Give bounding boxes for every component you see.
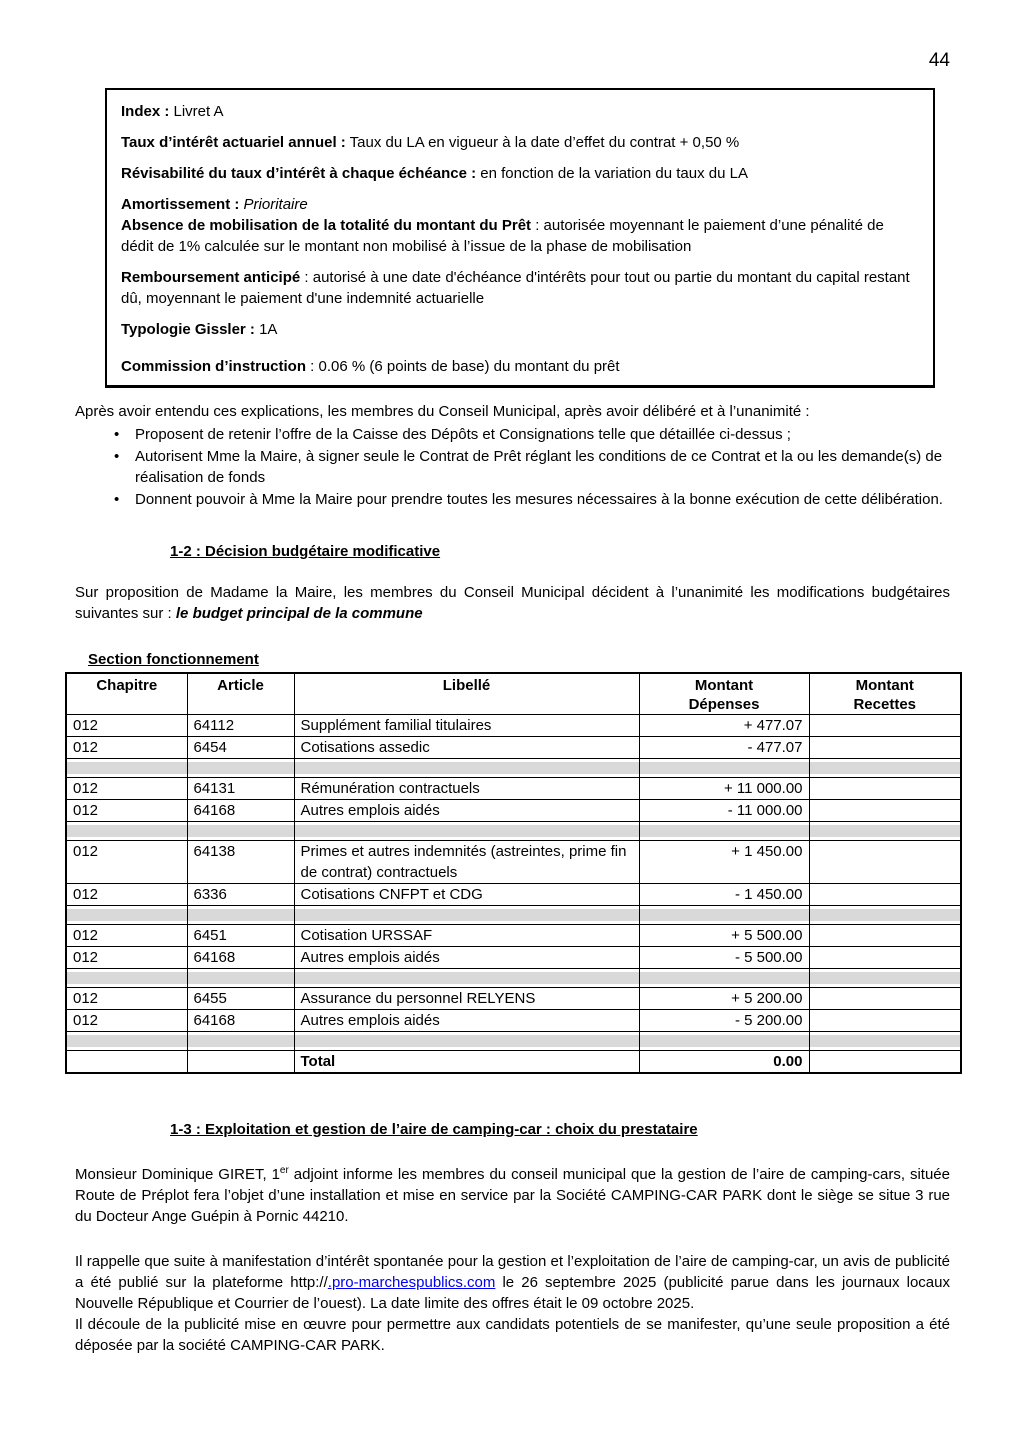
cell-chapitre: 012 xyxy=(66,737,187,759)
header-line: Montant xyxy=(855,677,914,694)
cell-depenses: - 11 000.00 xyxy=(639,800,809,822)
spacer-cell xyxy=(187,969,294,988)
loan-term-value: : 0.06 % (6 points de base) du montant du prêt xyxy=(306,358,620,375)
bullet-item: • Proposent de retenir l’offre de la Caisse des Dépôts et Consignations telle que détaillée ci-dessus ; xyxy=(110,424,950,445)
table-row xyxy=(66,1010,961,1032)
header-montant-depenses xyxy=(639,673,809,715)
paragraph-text: le 26 septembre 2025 (publicité parue dans les journaux locaux Nouvelle République et Courrier de l’ouest). La date limite des offres était le 09 octobre 2025. xyxy=(75,1274,950,1312)
cell-recettes xyxy=(809,988,961,1010)
loan-term-label: Taux d’intérêt actuariel annuel : xyxy=(121,134,346,151)
table-spacer-row xyxy=(66,1032,961,1051)
cell-article: 6336 xyxy=(187,884,294,906)
table-spacer-row xyxy=(66,906,961,925)
cell-recettes xyxy=(809,841,961,884)
cell-libelle: Autres emplois aidés xyxy=(294,947,639,969)
cell-article: 64131 xyxy=(187,778,294,800)
section-1-3-paragraph-3: Il découle de la publicité mise en œuvre pour permettre aux candidats potentiels de se manifester, qu’une seule proposition a été déposée par la société CAMPING-CAR PARK. xyxy=(75,1316,950,1354)
loan-term-label: Remboursement anticipé xyxy=(121,269,301,286)
loan-term-value: Livret A xyxy=(169,103,224,120)
table-row xyxy=(66,988,961,1010)
cell-chapitre: 012 xyxy=(66,778,187,800)
spacer-cell xyxy=(809,906,961,925)
spacer-cell xyxy=(294,822,639,841)
cell-article: 64168 xyxy=(187,947,294,969)
cell-recettes xyxy=(809,778,961,800)
header-libelle: Libellé xyxy=(294,673,639,715)
cell-recettes xyxy=(809,715,961,737)
spacer-cell xyxy=(294,969,639,988)
page-number: 44 xyxy=(928,50,950,71)
spacer-cell xyxy=(66,759,187,778)
cell-article: 64168 xyxy=(187,800,294,822)
spacer-cell xyxy=(639,969,809,988)
ordinal-superscript: er xyxy=(279,1165,289,1176)
cell-libelle: Supplément familial titulaires xyxy=(294,715,639,737)
loan-terms-box xyxy=(105,88,935,388)
table-header-row xyxy=(66,673,961,715)
spacer-cell xyxy=(639,759,809,778)
marches-publics-link[interactable]: .pro-marchespublics.com xyxy=(327,1274,496,1291)
table-row xyxy=(66,737,961,759)
cell-libelle: Cotisation URSSAF xyxy=(294,925,639,947)
cell-libelle: Autres emplois aidés xyxy=(294,1010,639,1032)
cell-chapitre: 012 xyxy=(66,1010,187,1032)
spacer-cell xyxy=(66,1032,187,1051)
table-row xyxy=(66,800,961,822)
deliberation-bullet-list xyxy=(110,424,950,510)
cell-depenses: + 5 200.00 xyxy=(639,988,809,1010)
cell-recettes xyxy=(809,1010,961,1032)
cell-chapitre xyxy=(66,1051,187,1074)
section-1-2-paragraph xyxy=(75,582,950,624)
loan-term-row-index xyxy=(121,101,919,122)
cell-recettes xyxy=(809,925,961,947)
header-article: Article xyxy=(187,673,294,715)
header-line: Dépenses xyxy=(688,696,760,713)
cell-libelle: Rémunération contractuels xyxy=(294,778,639,800)
spacer-cell xyxy=(294,1032,639,1051)
bullet-item: • Autorisent Mme la Maire, à signer seule le Contrat de Prêt réglant les conditions de ce Contrat et la ou les demande(s) de réalisation de fonds xyxy=(110,446,950,488)
cell-depenses: - 5 200.00 xyxy=(639,1010,809,1032)
spacer-cell xyxy=(187,906,294,925)
header-line: Montant xyxy=(694,677,754,694)
spacer-cell xyxy=(639,822,809,841)
spacer-cell xyxy=(66,906,187,925)
cell-recettes xyxy=(809,1051,961,1074)
cell-libelle: Assurance du personnel RELYENS xyxy=(294,988,639,1010)
table-row xyxy=(66,778,961,800)
cell-libelle: Cotisations assedic xyxy=(294,737,639,759)
table-spacer-row xyxy=(66,822,961,841)
cell-recettes xyxy=(809,947,961,969)
spacer-cell xyxy=(187,822,294,841)
cell-total-depenses: 0.00 xyxy=(639,1051,809,1074)
table-row xyxy=(66,884,961,906)
cell-article: 64138 xyxy=(187,841,294,884)
loan-term-row-typologie xyxy=(121,319,919,340)
paragraph-emphasis: le budget principal de la commune xyxy=(175,605,423,622)
loan-term-value: Taux du LA en vigueur à la date d’effet du contrat + 0,50 % xyxy=(345,134,740,151)
table-total-row xyxy=(66,1051,961,1074)
paragraph-text: Sur proposition de Madame la Maire, les membres du Conseil Municipal décident à l’unanimité les modifications budgétaires suivantes sur : xyxy=(75,584,950,622)
cell-chapitre: 012 xyxy=(66,715,187,737)
spacer-cell xyxy=(809,969,961,988)
cell-chapitre: 012 xyxy=(66,988,187,1010)
loan-term-label: Commission d’instruction xyxy=(121,358,307,375)
spacer-cell xyxy=(639,906,809,925)
section-1-3-paragraph-2 xyxy=(75,1251,950,1314)
spacer-cell xyxy=(294,906,639,925)
loan-term-value: : autorisée moyennant le paiement d’une pénalité de dédit de 1% calculée sur le montant non mobilisé à l’issue de la phase de mobilisation xyxy=(121,217,884,255)
cell-recettes xyxy=(809,884,961,906)
cell-total-label: Total xyxy=(294,1051,639,1074)
cell-article: 6454 xyxy=(187,737,294,759)
cell-depenses: - 5 500.00 xyxy=(639,947,809,969)
loan-term-value: : autorisé à une date d'échéance d'intérêts pour tout ou partie du montant du capital restant dû, moyennant le paiement d'une indemnité actuarielle xyxy=(121,269,910,307)
loan-term-row-taux xyxy=(121,132,919,153)
cell-recettes xyxy=(809,737,961,759)
loan-term-label: Amortissement : xyxy=(121,196,240,213)
spacer-cell xyxy=(187,759,294,778)
loan-term-value: Prioritaire xyxy=(239,196,308,213)
paragraph-text: Il rappelle que suite à manifestation d’intérêt spontanée pour la gestion et l’exploitation de l’aire de camping-car, un avis de publicité a été publié sur la plateforme http:// xyxy=(75,1253,950,1291)
cell-recettes xyxy=(809,800,961,822)
spacer-cell xyxy=(809,759,961,778)
spacer-cell xyxy=(809,1032,961,1051)
spacer-cell xyxy=(66,822,187,841)
loan-term-label: Absence de mobilisation de la totalité du montant du Prêt xyxy=(121,217,532,234)
cell-depenses: - 477.07 xyxy=(639,737,809,759)
section-1-3-paragraph-1 xyxy=(75,1164,950,1227)
loan-term-row-remboursement xyxy=(121,267,919,309)
table-spacer-row xyxy=(66,969,961,988)
section-1-2-heading: 1-2 : Décision budgétaire modificative xyxy=(170,543,441,560)
cell-article: 6455 xyxy=(187,988,294,1010)
cell-chapitre: 012 xyxy=(66,884,187,906)
spacer-cell xyxy=(66,969,187,988)
cell-depenses: + 1 450.00 xyxy=(639,841,809,884)
cell-chapitre: 012 xyxy=(66,925,187,947)
cell-article xyxy=(187,1051,294,1074)
spacer-cell xyxy=(639,1032,809,1051)
cell-libelle: Primes et autres indemnités (astreintes, prime fin de contrat) contractuels xyxy=(294,841,639,884)
cell-article: 64168 xyxy=(187,1010,294,1032)
spacer-cell xyxy=(187,1032,294,1051)
table-row xyxy=(66,715,961,737)
cell-depenses: + 5 500.00 xyxy=(639,925,809,947)
table-row xyxy=(66,947,961,969)
loan-term-label: Révisabilité du taux d’intérêt à chaque échéance : xyxy=(121,165,477,182)
deliberation-intro: Après avoir entendu ces explications, les membres du Conseil Municipal, après avoir délibéré et à l’unanimité : xyxy=(75,403,810,420)
cell-article: 64112 xyxy=(187,715,294,737)
cell-libelle: Autres emplois aidés xyxy=(294,800,639,822)
section-1-3-heading: 1-3 : Exploitation et gestion de l’aire de camping-car : choix du prestataire xyxy=(170,1121,698,1138)
paragraph-text: adjoint informe les membres du conseil municipal que la gestion de l’aire de camping-cars, située Route de Préplot fera l’objet d’une installation et mise en service par la Société CAMPING-CAR PARK dont le siège se situe 3 rue du Docteur Ange Guépin à Pornic 44210. xyxy=(75,1166,950,1225)
paragraph-text: Monsieur Dominique GIRET, 1 xyxy=(75,1166,280,1183)
budget-table xyxy=(65,672,962,1074)
loan-term-value: en fonction de la variation du taux du LA xyxy=(476,165,748,182)
loan-term-row-revisabilite xyxy=(121,163,919,184)
cell-depenses: + 11 000.00 xyxy=(639,778,809,800)
header-line: Recettes xyxy=(853,696,917,713)
table-row xyxy=(66,841,961,884)
cell-depenses: + 477.07 xyxy=(639,715,809,737)
table-section-title: Section fonctionnement xyxy=(88,651,259,668)
cell-article: 6451 xyxy=(187,925,294,947)
header-montant-recettes xyxy=(809,673,961,715)
loan-term-value: 1A xyxy=(254,321,278,338)
loan-term-label: Index : xyxy=(121,103,170,120)
cell-depenses: - 1 450.00 xyxy=(639,884,809,906)
table-spacer-row xyxy=(66,759,961,778)
bullet-item: • Donnent pouvoir à Mme la Maire pour prendre toutes les mesures nécessaires à la bonne exécution de cette délibération. xyxy=(110,489,950,510)
loan-term-row-commission xyxy=(121,356,919,377)
spacer-cell xyxy=(294,759,639,778)
header-chapitre: Chapitre xyxy=(66,673,187,715)
table-row xyxy=(66,925,961,947)
cell-chapitre: 012 xyxy=(66,841,187,884)
loan-term-row-amortissement xyxy=(121,194,919,215)
cell-chapitre: 012 xyxy=(66,800,187,822)
loan-term-label: Typologie Gissler : xyxy=(121,321,255,338)
loan-term-row-absence xyxy=(121,215,919,257)
cell-libelle: Cotisations CNFPT et CDG xyxy=(294,884,639,906)
spacer-cell xyxy=(809,822,961,841)
cell-chapitre: 012 xyxy=(66,947,187,969)
